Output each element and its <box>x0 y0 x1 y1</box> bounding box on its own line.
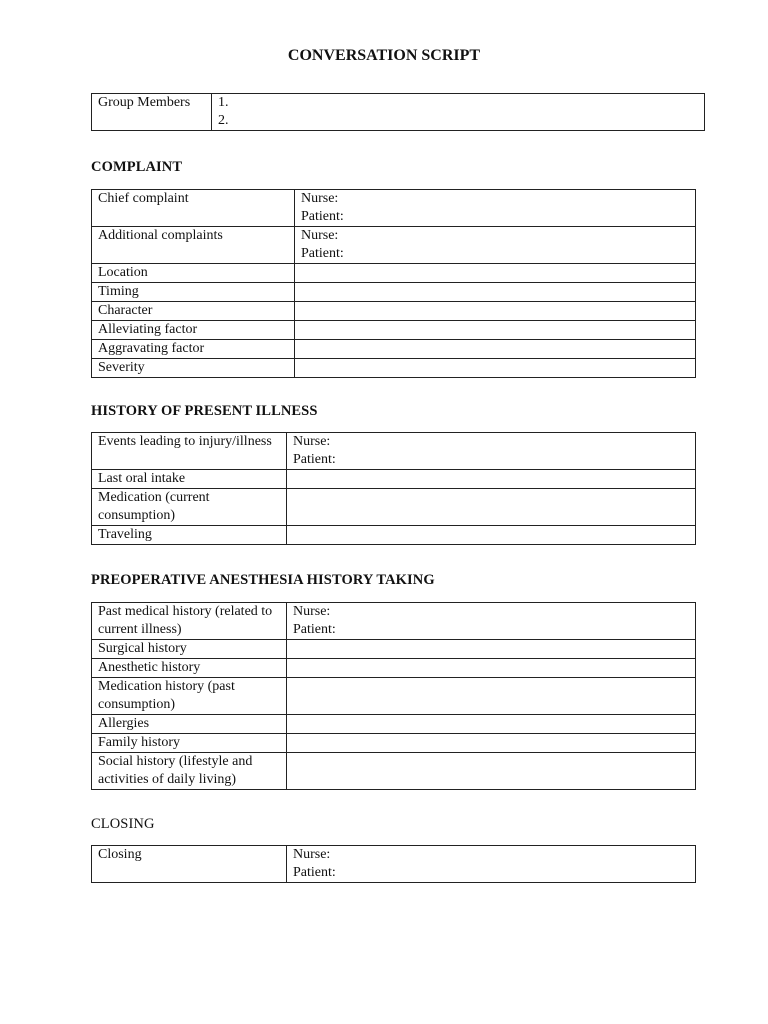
row-value[interactable] <box>287 640 696 659</box>
row-label: Events leading to injury/illness <box>92 433 287 470</box>
table-row <box>92 715 696 734</box>
table-row <box>92 640 696 659</box>
table-row <box>92 753 696 790</box>
table-row <box>92 227 696 264</box>
row-label: Past medical history (related to current illness) <box>92 603 287 640</box>
row-value[interactable] <box>295 302 696 321</box>
group-members-value[interactable] <box>212 94 705 131</box>
patient-line: Patient: <box>301 209 344 224</box>
row-value[interactable] <box>295 340 696 359</box>
table-row <box>92 321 696 340</box>
table-row <box>92 678 696 715</box>
complaint-table <box>91 189 696 378</box>
section-title-preoperative-anesthesia: PREOPERATIVE ANESTHESIA HISTORY TAKING <box>91 572 435 588</box>
table-row <box>92 846 696 883</box>
table-row <box>92 603 696 640</box>
group-members-table <box>91 93 705 131</box>
closing-table <box>91 845 696 883</box>
table-row <box>92 526 696 545</box>
patient-line: Patient: <box>293 622 336 637</box>
row-value[interactable] <box>287 678 696 715</box>
row-value[interactable] <box>287 846 696 883</box>
section-title-closing: CLOSING <box>91 816 155 832</box>
table-row <box>92 283 696 302</box>
row-label: Surgical history <box>92 640 287 659</box>
table-row <box>92 433 696 470</box>
row-value[interactable] <box>295 321 696 340</box>
row-label: Alleviating factor <box>92 321 295 340</box>
row-value[interactable] <box>287 433 696 470</box>
row-label: Medication (current consumption) <box>92 489 287 526</box>
present-illness-table <box>91 432 696 545</box>
table-row <box>92 190 696 227</box>
row-label: Additional complaints <box>92 227 295 264</box>
row-value[interactable] <box>287 734 696 753</box>
row-value[interactable] <box>287 489 696 526</box>
group-member-2: 2. <box>218 113 229 128</box>
row-label: Location <box>92 264 295 283</box>
nurse-line: Nurse: <box>293 604 331 619</box>
row-label: Character <box>92 302 295 321</box>
table-row <box>92 94 705 131</box>
row-label: Traveling <box>92 526 287 545</box>
row-value[interactable] <box>295 227 696 264</box>
row-label: Social history (lifestyle and activities of daily living) <box>92 753 287 790</box>
row-label: Closing <box>92 846 287 883</box>
section-title-complaint: COMPLAINT <box>91 159 183 175</box>
table-row <box>92 470 696 489</box>
table-row <box>92 659 696 678</box>
row-label: Last oral intake <box>92 470 287 489</box>
section-title-history-of-present-illness: HISTORY OF PRESENT ILLNESS <box>91 403 318 419</box>
patient-line: Patient: <box>293 865 336 880</box>
nurse-line: Nurse: <box>301 228 339 243</box>
document-title: CONVERSATION SCRIPT <box>287 47 481 64</box>
row-label: Chief complaint <box>92 190 295 227</box>
row-value[interactable] <box>295 264 696 283</box>
table-row <box>92 302 696 321</box>
nurse-line: Nurse: <box>293 434 331 449</box>
row-label: Severity <box>92 359 295 378</box>
table-row <box>92 340 696 359</box>
row-value[interactable] <box>287 526 696 545</box>
row-label: Family history <box>92 734 287 753</box>
table-row <box>92 359 696 378</box>
preoperative-table <box>91 602 696 790</box>
row-label: Medication history (past consumption) <box>92 678 287 715</box>
row-label: Timing <box>92 283 295 302</box>
patient-line: Patient: <box>293 452 336 467</box>
row-value[interactable] <box>295 283 696 302</box>
nurse-line: Nurse: <box>301 191 339 206</box>
row-label: Allergies <box>92 715 287 734</box>
table-row <box>92 264 696 283</box>
row-value[interactable] <box>287 659 696 678</box>
row-value[interactable] <box>287 603 696 640</box>
patient-line: Patient: <box>301 246 344 261</box>
row-value[interactable] <box>287 753 696 790</box>
table-row <box>92 489 696 526</box>
row-label: Anesthetic history <box>92 659 287 678</box>
group-members-label: Group Members <box>92 94 212 131</box>
row-value[interactable] <box>295 190 696 227</box>
row-value[interactable] <box>287 470 696 489</box>
row-value[interactable] <box>287 715 696 734</box>
row-label: Aggravating factor <box>92 340 295 359</box>
group-member-1: 1. <box>218 95 229 110</box>
nurse-line: Nurse: <box>293 847 331 862</box>
row-value[interactable] <box>295 359 696 378</box>
table-row <box>92 734 696 753</box>
